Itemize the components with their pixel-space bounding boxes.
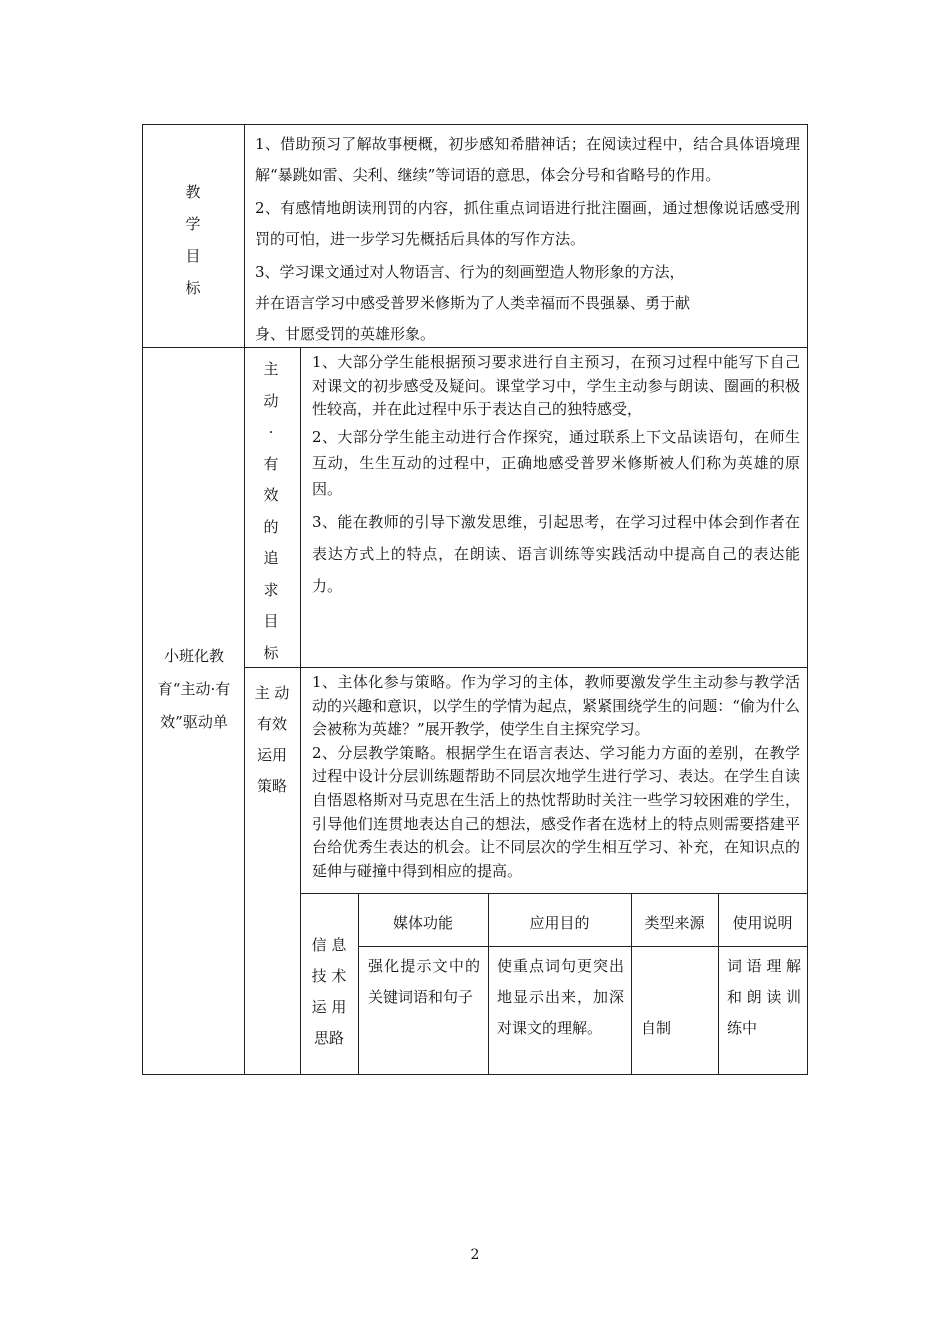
objectives-label <box>170 176 216 304</box>
table-border-bottom <box>142 1074 808 1075</box>
objective-item: 3、学习课文通过对人物语言、行为的刻画塑造人物形象的方法， <box>255 263 685 281</box>
goals-label-char: 求 <box>263 580 279 599</box>
it-label <box>306 930 352 1054</box>
it-label-line: 技 术 <box>311 967 347 985</box>
goals-text <box>312 351 800 602</box>
driver-label-text: 小班化教育“主动·有效”驱动单 <box>157 647 231 731</box>
it-label-line: 思路 <box>313 1029 344 1047</box>
it-header-divider <box>358 946 808 947</box>
objectives-label-char: 学 <box>185 215 201 233</box>
strategies-label-line: 主 动 <box>254 684 290 702</box>
objective-item: 并在语言学习中感受普罗米修斯为了人类幸福而不畏强暴、勇于献 <box>255 294 691 312</box>
objective-item: 2、有感情地朗读刑罚的内容，抓住重点词语进行批注圈画，通过想像说话感受刑罚的可怕，进一步学习先概括后具体的写作方法。 <box>255 199 800 248</box>
it-header-media-function: 媒体功能 <box>392 914 453 932</box>
it-cell-usage: 词语理解和朗读训练中 <box>727 957 801 1037</box>
it-cell-purpose: 使重点词句更突出地显示出来，加深对课文的理解。 <box>497 957 624 1037</box>
goals-label-char: 的 <box>263 517 279 536</box>
goal-item: 1、大部分学生能根据预习要求进行自主预习，在预习过程中能写下自己对课文的初步感受及疑问。课堂学习中，学生主动参与朗读、圈画的积极性较高，并在此过程中乐于表达自己的独特感受， <box>312 353 800 418</box>
goals-label <box>256 354 286 669</box>
goals-label-char: 目 <box>263 612 279 630</box>
it-cell-source: 自制 <box>641 1019 672 1037</box>
goals-label-char: 主 <box>263 360 279 378</box>
driver-label <box>150 640 238 739</box>
goal-item: 3、能在教师的引导下激发思维，引起思考，在学习过程中体会到作者在表达方式上的特点，在朗读、语言训练等实践活动中提高自己的表达能力。 <box>312 512 800 595</box>
goals-label-char: 效 <box>263 486 279 504</box>
strategy-item: 1、主体化参与策略。作为学习的主体，教师要激发学生主动参与教学活动的兴趣和意识，以学生的学情为起点，紧紧围绕学生的问题：“偷为什么会被称为英雄？”展开教学，使学生自主探究学习。 <box>312 673 800 739</box>
strategies-label <box>250 678 294 802</box>
strategies-label-line: 有效 <box>256 715 287 733</box>
goals-label-char: 动 <box>263 391 279 410</box>
it-header-purpose: 应用目的 <box>529 914 590 932</box>
it-label-line: 信 息 <box>311 936 347 954</box>
col-divider-main <box>244 124 245 1075</box>
objective-item: 身、甘愿受罚的英雄形象。 <box>255 325 436 343</box>
goals-label-char: 有 <box>263 454 279 473</box>
strategies-label-line: 策略 <box>256 777 287 795</box>
it-header-source: 类型来源 <box>644 914 705 932</box>
it-cell-media-function: 强化提示文中的关键词语和句子 <box>368 957 480 1006</box>
it-label-line: 运 用 <box>311 998 347 1016</box>
objective-item: 1、借助预习了解故事梗概，初步感知希腊神话；在阅读过程中，结合具体语境理解“暴跳如雷、尖利、继续”等词语的意思，体会分号和省略号的作用。 <box>255 135 800 184</box>
objectives-label-char: 目 <box>185 247 201 265</box>
strategies-label-line: 运用 <box>256 746 287 764</box>
row-divider-goals <box>244 667 808 668</box>
table-border-right <box>807 124 808 1075</box>
col-divider-sub <box>300 347 301 1075</box>
goals-label-char: 追 <box>263 549 279 567</box>
strategy-item: 2、分层教学策略。根据学生在语言表达、学习能力方面的差别，在教学过程中设计分层训练题帮助不同层次地学生进行学习、表达。在学生自读自悟恩格斯对马克思在生活上的热忱帮助时关注一些学习较困难的学生，引导他们连贯地表达自己的想法，感受作者在选材上的特点则需要搭建平台给优秀生表达的机会。让不同层次的学生相互学习、补充，在知识点的延伸与碰撞中得到相应的提高。 <box>312 743 800 880</box>
row-divider-strategies <box>300 893 808 894</box>
objectives-label-char: 教 <box>185 183 201 201</box>
goals-label-char: · <box>268 423 274 441</box>
strategies-text <box>312 671 800 883</box>
table-border-left <box>142 124 143 1075</box>
objectives-label-char: 标 <box>185 279 201 297</box>
goals-label-char: 标 <box>263 643 279 662</box>
it-header-usage: 使用说明 <box>732 914 793 932</box>
table-border-top <box>142 124 808 125</box>
goal-item: 2、大部分学生能主动进行合作探究，通过联系上下文品读语句，在师生互动，生生互动的过程中，正确地感受普罗米修斯被人们称为英雄的原因。 <box>312 427 800 498</box>
page-number: 2 <box>470 1247 480 1263</box>
objectives-text <box>255 129 800 350</box>
